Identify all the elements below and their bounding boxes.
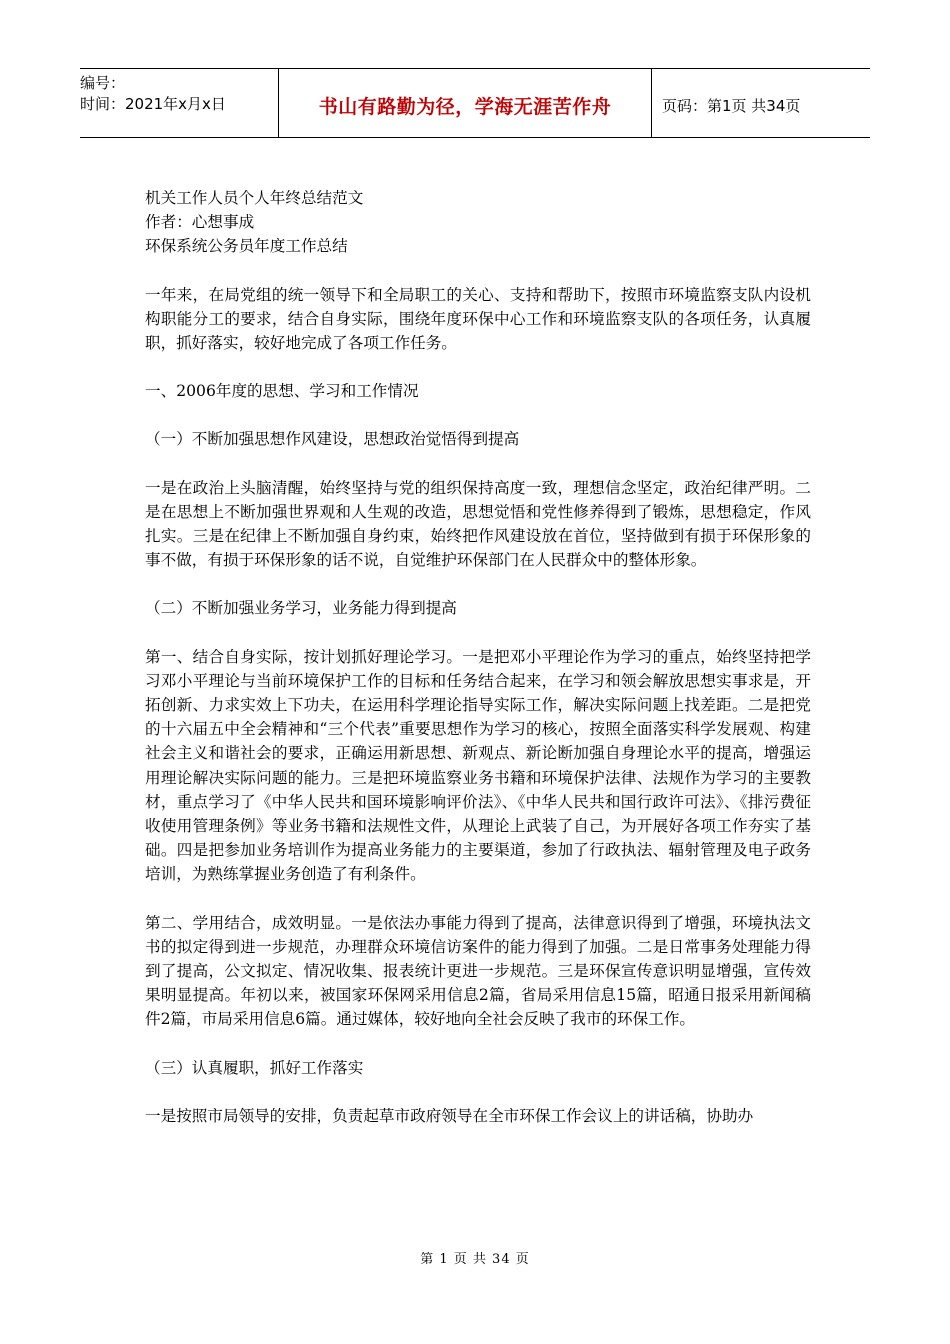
header-page-cell	[650, 69, 870, 137]
doc-author: 作者：心想事成	[145, 213, 255, 232]
serial-label: 编号：	[80, 74, 126, 92]
intro-paragraph: 一年来，在局党组的统一领导下和全局职工的关心、支持和帮助下，按照市环境监察支队内设机构职能分工的要求，结合自身实际，围绕年度环保中心工作和环境监察支队的各项任务，认真履职，抓好落实，较好地完成了各项工作任务。	[145, 285, 811, 353]
page-header	[80, 68, 870, 138]
page-footer: 第 1 页 共 34 页	[420, 1252, 530, 1267]
spacer	[145, 572, 811, 596]
body-paragraph: 第二、学用结合，成效明显。一是依法办事能力得到了提高，法律意识得到了增强，环境执法文书的拟定得到进一步规范，办理群众环境信访案件的能力得到了加强。二是日常事务处理能力得到了提高，公文拟定、情况收集、报表统计更进一步规范。三是环保宣传意识明显增强，宣传效果明显提高。年初以来，被国家环保网采用信息2篇，省局采用信息15篇，昭通日报采用新闻稿件2篇，市局采用信息6篇。通过媒体，较好地向全社会反映了我市的环保工作。	[145, 913, 811, 1029]
subsection-heading: （一）不断加强思想作风建设，思想政治觉悟得到提高	[145, 430, 520, 449]
subsection-heading: （二）不断加强业务学习，业务能力得到提高	[145, 599, 457, 618]
body-paragraph: 一是按照市局领导的安排，负责起草市政府领导在全市环保工作会议上的讲话稿，协助办	[145, 1106, 754, 1125]
spacer	[145, 259, 811, 283]
page-label: 页码：第1页 共34页	[662, 97, 801, 115]
time-label: 时间：2021年x月x日	[80, 95, 226, 113]
body-paragraph: 一是在政治上头脑清醒，始终坚持与党的组织保持高度一致，理想信念坚定，政治纪律严明。二是在思想上不断加强世界观和人生观的改造，思想觉悟和党性修养得到了锻炼，思想稳定，作风扎实。三是在纪律上不断加强自身约束，始终把作风建设放在首位，坚持做到有损于环保形象的事不做，有损于环保形象的话不说，自觉维护环保部门在人民群众中的整体形象。	[145, 478, 811, 570]
spacer	[145, 621, 811, 645]
spacer	[145, 452, 811, 476]
header-meta	[80, 69, 278, 137]
document-body	[145, 186, 811, 1128]
spacer	[145, 1032, 811, 1056]
subsection-heading: （三）认真履职，抓好工作落实	[145, 1058, 364, 1077]
spacer	[145, 887, 811, 911]
section-heading: 一、2006年度的思想、学习和工作情况	[145, 382, 419, 401]
doc-subtitle: 环保系统公务员年度工作总结	[145, 237, 348, 256]
header-motto-cell	[278, 69, 652, 137]
spacer	[145, 1080, 811, 1104]
motto-text: 书山有路勤为径，学海无涯苦作舟	[318, 96, 612, 118]
doc-title: 机关工作人员个人年终总结范文	[145, 189, 364, 207]
spacer	[145, 403, 811, 427]
spacer	[145, 355, 811, 379]
body-paragraph: 第一、结合自身实际，按计划抓好理论学习。一是把邓小平理论作为学习的重点，始终坚持把学习邓小平理论与当前环境保护工作的目标和任务结合起来，在学习和领会解放思想实事求是，开拓创新、力求实效上下功夫，在运用科学理论指导实际工作，解决实际问题上找差距。二是把党的十六届五中全会精神和“三个代表”重要思想作为学习的核心，按照全面落实科学发展观、构建社会主义和谐社会的要求，正确运用新思想、新观点、新论断加强自身理论水平的提高，增强运用理论解决实际问题的能力。三是把环境监察业务书籍和环境保护法律、法规作为学习的主要教材，重点学习了《中华人民共和国环境影响评价法》、《中华人民共和国行政许可法》、《排污费征收使用管理条例》等业务书籍和法规性文件，从理论上武装了自己，为开展好各项工作夯实了基础。四是把参加业务培训作为提高业务能力的主要渠道，参加了行政执法、辐射管理及电子政务培训，为熟练掌握业务创造了有利条件。	[145, 647, 811, 884]
